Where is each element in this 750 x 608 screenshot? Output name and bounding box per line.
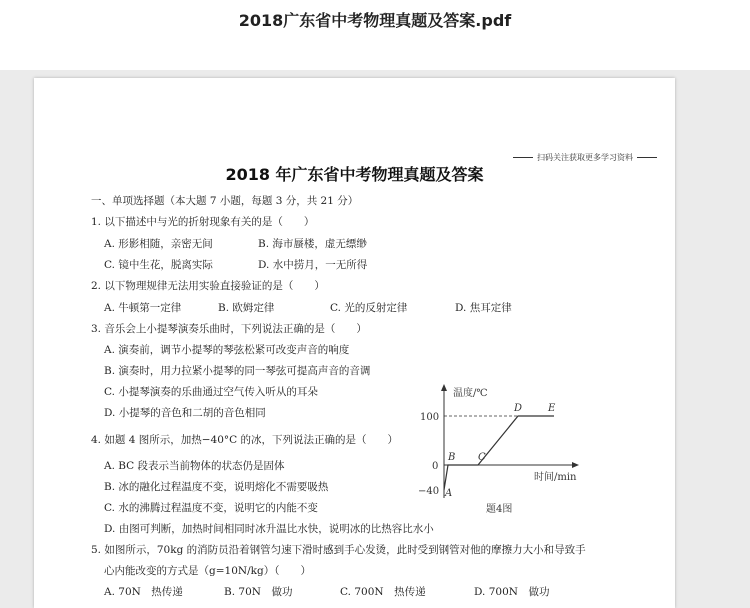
point-e-label: E (548, 403, 556, 414)
option: C. 镜中生花，脱离实际 (104, 259, 213, 271)
section-heading: 一、单项选择题（本大题 7 小题，每题 3 分，共 21 分） (91, 195, 359, 207)
point-a-label: A (445, 488, 453, 499)
option: C. 小提琴演奏的乐曲通过空气传入听从的耳朵 (104, 386, 318, 398)
y-axis-arrow (441, 384, 447, 391)
option: B. 70N 做功 (224, 586, 293, 598)
question-stem: 3. 音乐会上小提琴演奏乐曲时，下列说法正确的是（ ） (91, 323, 367, 335)
option: C. 光的反射定律 (330, 302, 408, 314)
document-page (34, 78, 675, 608)
option: D. 由图可判断，加热时间相同时冰升温比水快，说明冰的比热容比水小 (104, 523, 434, 535)
x-axis-label: 时间/min (534, 472, 577, 483)
option: D. 焦耳定律 (455, 302, 512, 314)
point-c-label: C (478, 452, 486, 463)
option: B. 欧姆定律 (218, 302, 275, 314)
question-stem-cont: 心内能改变的方式是（g=10N/kg）（ ） (104, 565, 311, 577)
option: C. 水的沸腾过程温度不变，说明它的内能不变 (104, 502, 318, 514)
y-axis-label: 温度/℃ (453, 388, 488, 399)
tick-0: 0 (432, 461, 439, 472)
option: A. 形影相随，亲密无间 (104, 238, 213, 250)
question-stem: 4. 如题 4 图所示，加热−40°C 的冰，下列说法正确的是（ ） (91, 434, 398, 446)
x-axis-arrow (572, 462, 579, 468)
option: D. 700N 做功 (474, 586, 550, 598)
divider (637, 157, 657, 158)
option: B. 冰的融化过程温度不变，说明熔化不需要吸热 (104, 481, 329, 493)
option: B. 演奏时，用力拉紧小提琴的同一琴弦可提高声音的音调 (104, 365, 371, 377)
figure-caption: 题4图 (486, 504, 513, 515)
question-stem: 5. 如图所示，70kg 的消防员沿着钢管匀速下滑时感到手心发烫，此时受到钢管对他的摩擦力大小和导致手 (91, 544, 586, 556)
temperature-time-graph (414, 378, 584, 518)
option: A. 牛顿第一定律 (104, 302, 182, 314)
option: C. 700N 热传递 (340, 586, 426, 598)
option: A. 演奏前，调节小提琴的琴弦松紧可改变声音的响度 (104, 344, 350, 356)
tagline-text: 扫码关注获取更多学习资料 (537, 153, 633, 162)
point-d-label: D (514, 403, 523, 414)
tick-minus40: −40 (418, 486, 440, 497)
tick-100: 100 (420, 412, 440, 423)
option: D. 小提琴的音色和二胡的音色相同 (104, 407, 266, 419)
question-stem: 2. 以下物理规律无法用实验直接验证的是（ ） (91, 280, 325, 292)
option: B. 海市蜃楼，虚无缥缈 (258, 238, 367, 250)
point-b-label: B (448, 452, 456, 463)
file-title: 2018广东省中考物理真题及答案.pdf (238, 11, 512, 30)
question-stem: 1. 以下描述中与光的折射现象有关的是（ ） (91, 216, 315, 228)
viewer-toolbar (0, 0, 750, 70)
doc-title: 2018 年广东省中考物理真题及答案 (225, 165, 484, 184)
option: A. 70N 热传递 (104, 586, 183, 598)
option: D. 水中捞月，一无所得 (258, 259, 368, 271)
divider (513, 157, 533, 158)
option: A. BC 段表示当前物体的状态仍是固体 (104, 460, 285, 472)
